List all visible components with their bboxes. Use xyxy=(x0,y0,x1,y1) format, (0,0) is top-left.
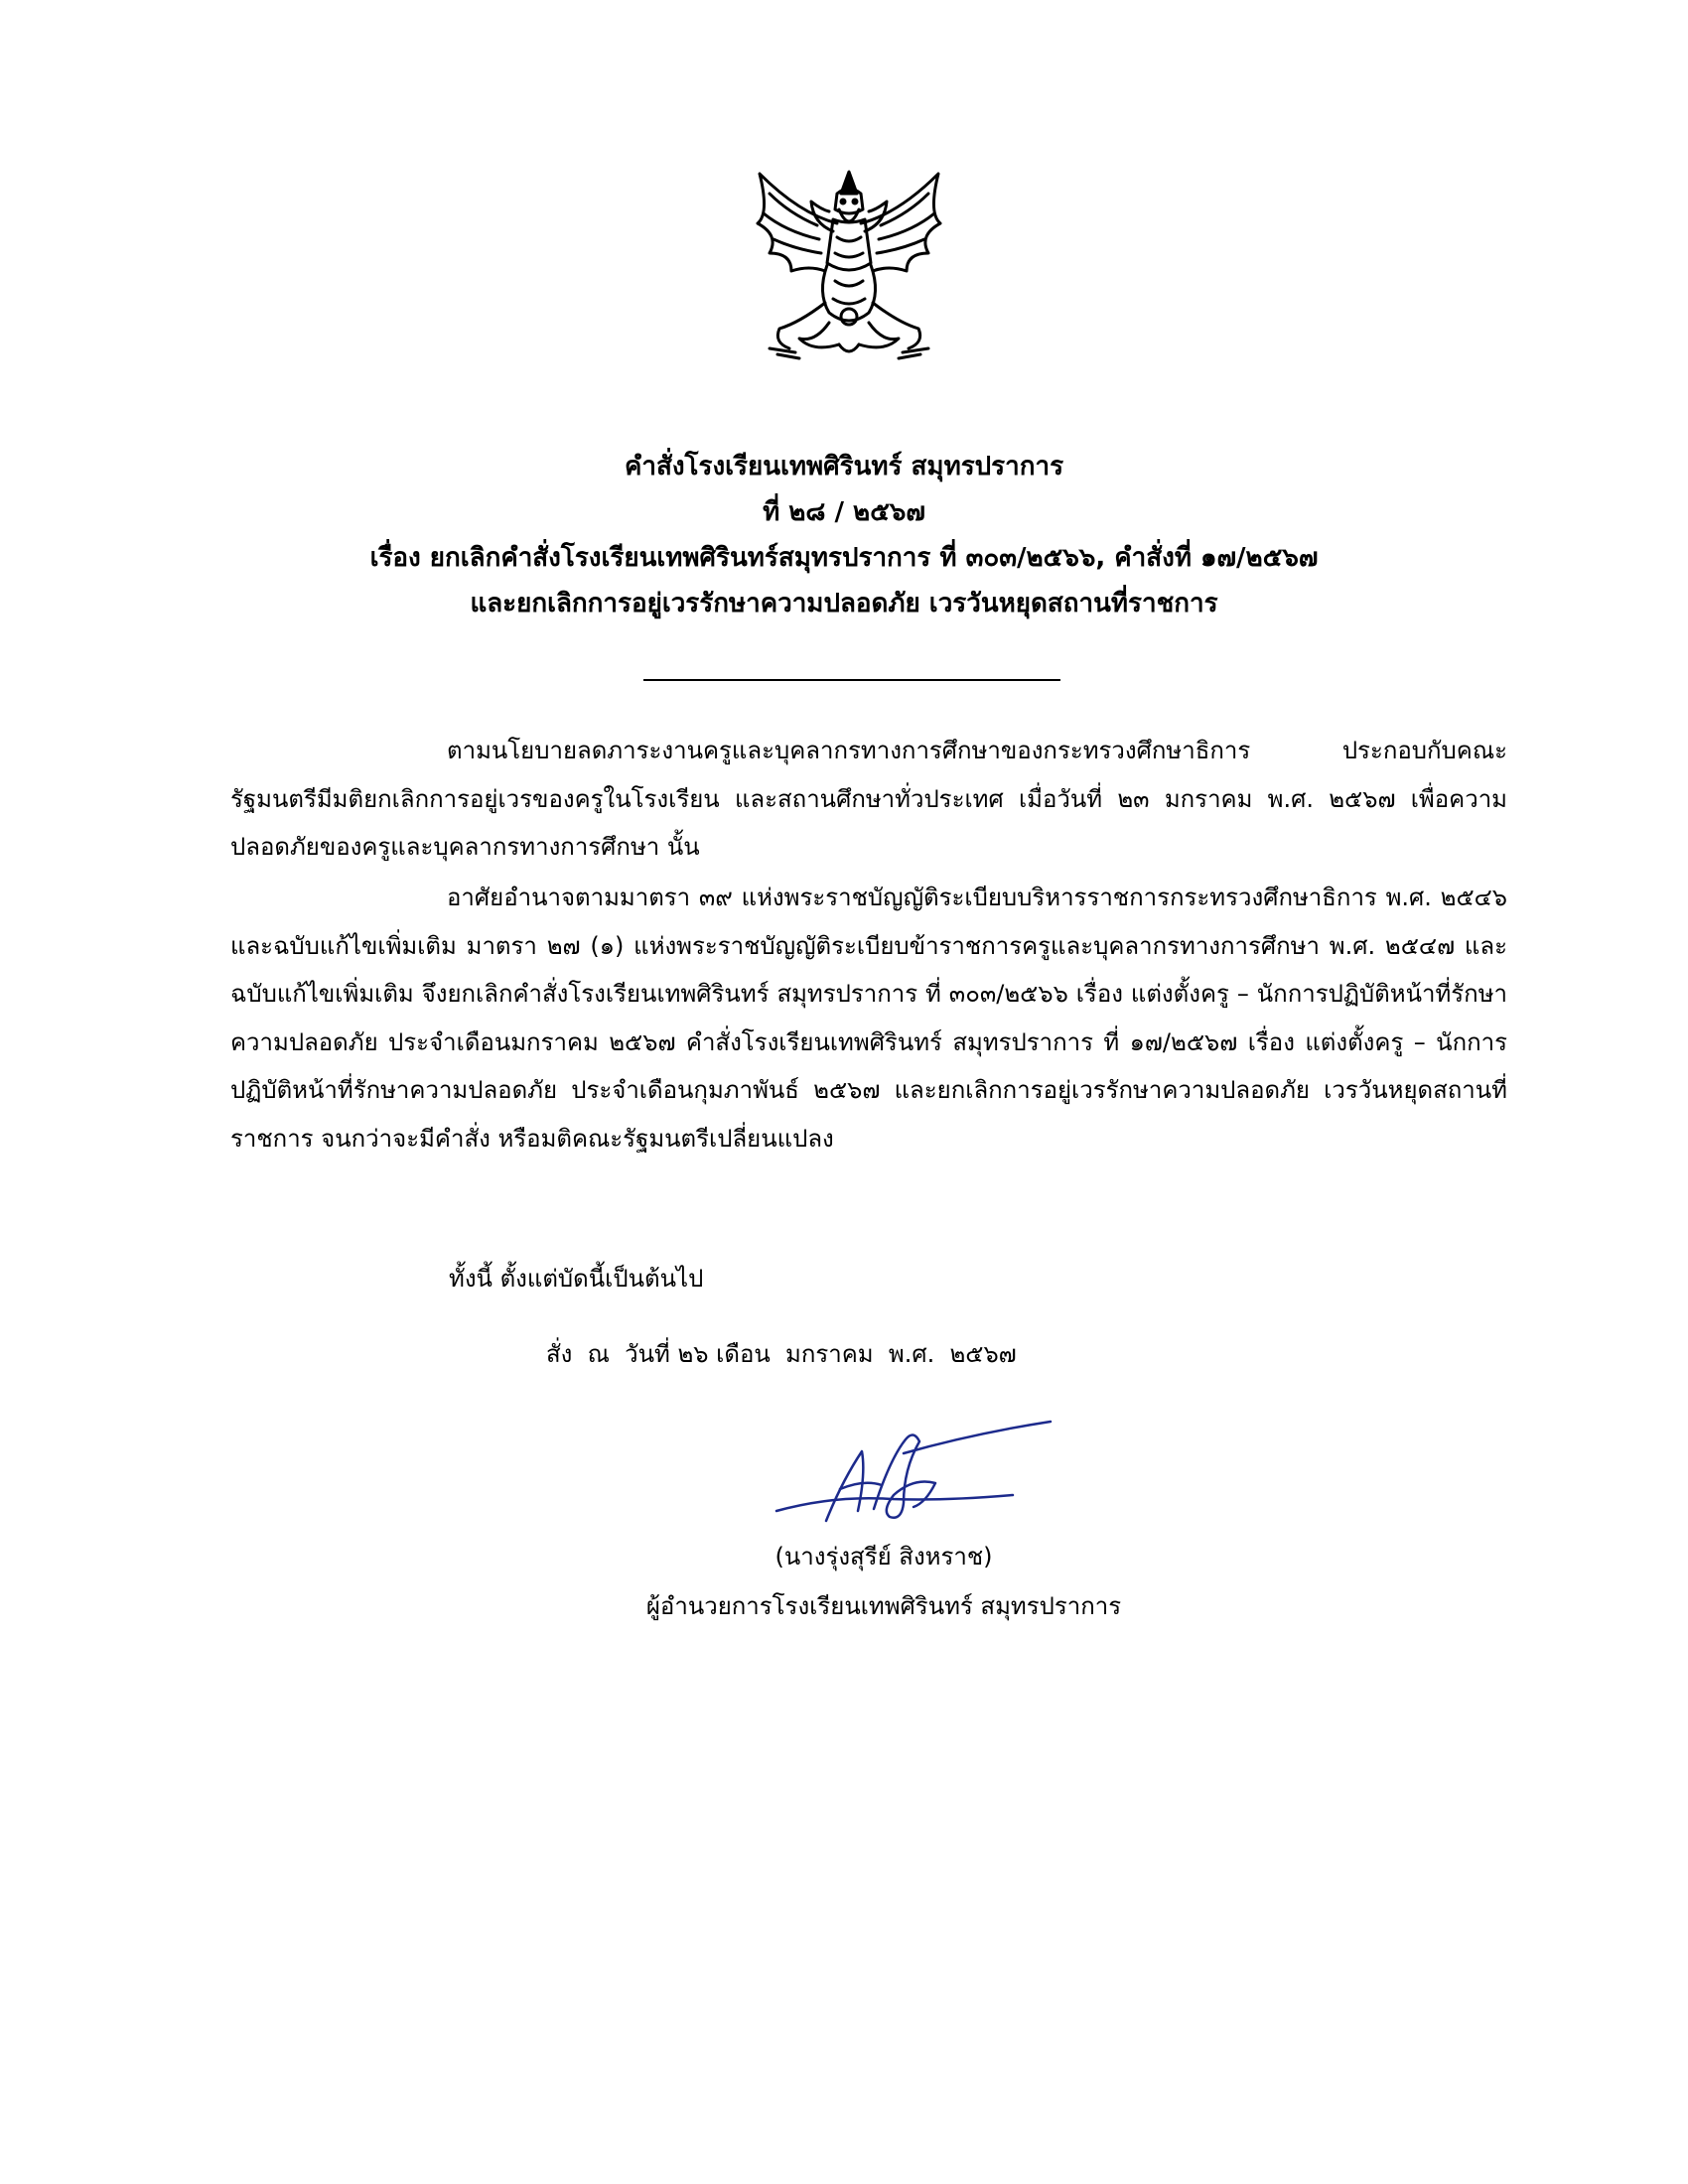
signer-title: ผู้อำนวยการโรงเรียนเทพศิรินทร์ สมุทรปราการ xyxy=(645,1592,1122,1620)
order-number: ที่ ๒๘ / ๒๕๖๗ xyxy=(763,497,925,527)
body-paragraph-2: อาศัยอำนาจตามมาตรา ๓๙ แห่งพระราชบัญญัติระเบียบบริหารราชการกระทรวงศึกษาธิการ พ.ศ. ๒๕๔๖ และฉบับแก้ไขเพิ่มเติม มาตรา ๒๗ (๑) แห่งพระราชบัญญัติระเบียบข้าราชการครูและบุคลากรทางการศึกษา พ.ศ. ๒๕๔๗ และฉบับแก้ไขเพิ่มเติม จึงยกเลิกคำสั่งโรงเรียนเทพศิรินทร์ สมุทรปราการ ที่ ๓๐๓/๒๕๖๖ เรื่อง แต่งตั้งครู – นักการปฏิบัติหน้าที่รักษาความปลอดภัย ประจำเดือนมกราคม ๒๕๖๗ คำสั่งโรงเรียนเทพศิรินทร์ สมุทรปราการ ที่ ๑๗/๒๕๖๗ เรื่อง แต่งตั้งครู – นักการปฏิบัติหน้าที่รักษาความปลอดภัย ประจำเดือนกุมภาพันธ์ ๒๕๖๗ และยกเลิกการอยู่เวรรักษาความปลอดภัย เวรวันหยุดสถานที่ราชการ จนกว่าจะมีคำสั่ง หรือมติคณะรัฐมนตรีเปลี่ยนแปลง xyxy=(230,884,1507,1153)
issue-date: สั่ง ณ วันที่ ๒๖ เดือน มกราคม พ.ศ. ๒๕๖๗ xyxy=(546,1340,1017,1368)
effective-statement: ทั้งนี้ ตั้งแต่บัดนี้เป็นต้นไป xyxy=(449,1265,704,1293)
order-subject-continued: และยกเลิกการอยู่เวรรักษาความปลอดภัย เวรวันหยุดสถานที่ราชการ xyxy=(470,589,1218,618)
body-paragraph-1: ตามนโยบายลดภาระงานครูและบุคลากรทางการศึกษาของกระทรวงศึกษาธิการ ประกอบกับคณะรัฐมนตรีมีมติยกเลิกการอยู่เวรของครูในโรงเรียน และสถานศึกษาทั่วประเทศ เมื่อวันที่ ๒๓ มกราคม พ.ศ. ๒๕๖๗ เพื่อความปลอดภัยของครูและบุคลากรทางการศึกษา นั้น xyxy=(230,737,1507,861)
header-divider xyxy=(643,679,1060,681)
order-subject: เรื่อง ยกเลิกคำสั่งโรงเรียนเทพศิรินทร์สมุทรปราการ ที่ ๓๐๓/๒๕๖๖, คำสั่งที่ ๑๗/๒๕๖๗ xyxy=(369,543,1319,573)
garuda-emblem xyxy=(730,154,968,392)
handwritten-signature xyxy=(755,1400,1062,1539)
order-issuer-heading: คำสั่งโรงเรียนเทพศิรินทร์ สมุทรปราการ xyxy=(624,452,1064,481)
signer-name: (นางรุ่งสุรีย์ สิงหราช) xyxy=(774,1543,993,1570)
